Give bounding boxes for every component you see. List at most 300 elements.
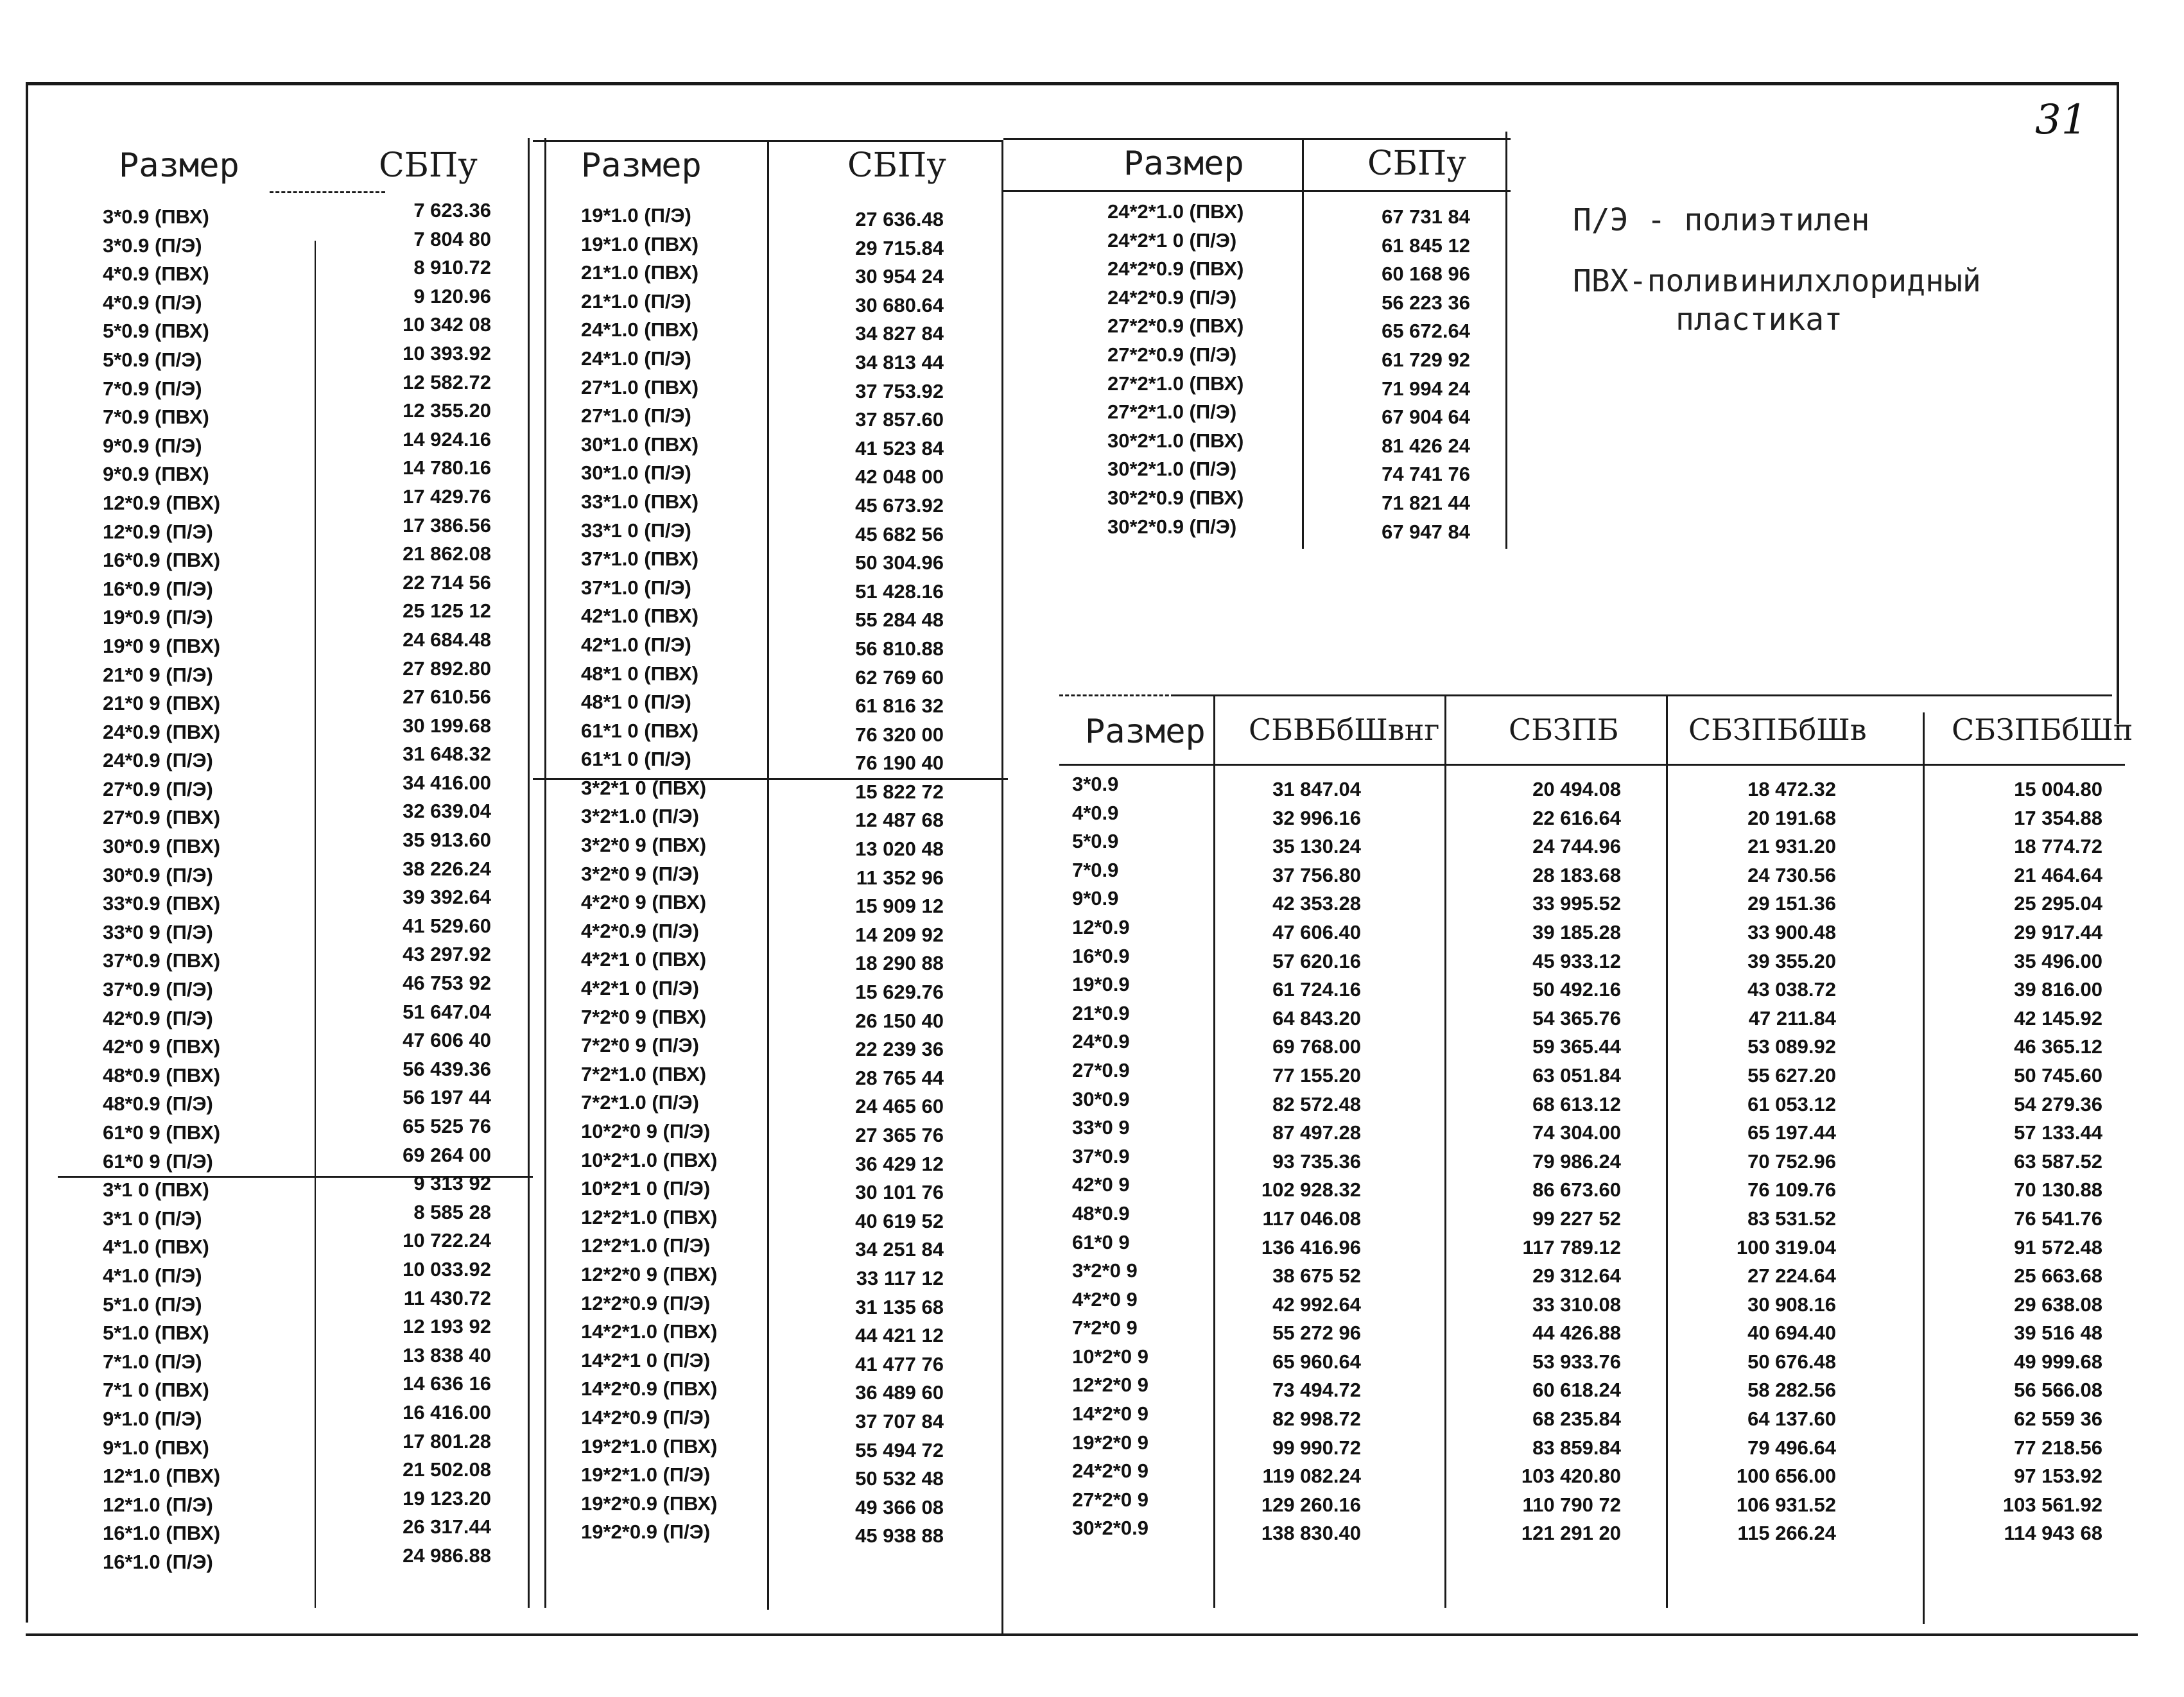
price-cell: 17 429.76: [403, 485, 491, 508]
size-cell: 21*0.9: [1072, 1001, 1130, 1024]
size-cell: 4*2*0 9 (ПВХ): [581, 891, 707, 914]
price-cell: 25 125 12: [403, 599, 491, 623]
t3-size-column: [1107, 198, 1300, 541]
price-cell: 49 999.68: [2014, 1350, 2102, 1373]
size-cell: 30*2*0.9: [1072, 1517, 1148, 1540]
price-cell: 11 352 96: [856, 866, 944, 889]
size-cell: 10*2*0 9: [1072, 1345, 1148, 1368]
price-cell: 55 272 96: [1272, 1322, 1361, 1345]
size-cell: 4*2*0 9: [1072, 1288, 1138, 1311]
size-cell: 33*1.0 (ПВХ): [581, 490, 699, 513]
price-cell: 69 264 00: [403, 1143, 491, 1166]
price-cell: 45 682 56: [855, 522, 944, 546]
price-cell: 37 707 84: [855, 1409, 944, 1433]
price-cell: 13 020 48: [855, 838, 944, 861]
size-cell: 61*0 9 (П/Э): [103, 1150, 213, 1173]
price-cell: 102 928.32: [1261, 1178, 1361, 1202]
price-cell: 55 494 72: [855, 1438, 944, 1461]
price-cell: 83 531.52: [1747, 1207, 1836, 1230]
price-cell: 39 816.00: [2014, 978, 2102, 1001]
t4-top-rule-left: [1059, 694, 1175, 696]
size-cell: 9*0.9: [1072, 887, 1119, 910]
size-cell: 42*0.9 (П/Э): [103, 1006, 213, 1029]
price-cell: 30 101 76: [855, 1181, 944, 1204]
size-cell: 30*2*1.0 (П/Э): [1107, 458, 1237, 481]
size-cell: 24*0.9: [1072, 1030, 1130, 1053]
price-cell: 43 038.72: [1747, 978, 1836, 1001]
size-cell: 9*1.0 (ПВХ): [103, 1436, 209, 1459]
price-cell: 37 857.60: [855, 408, 944, 431]
size-cell: 12*2*1.0 (ПВХ): [581, 1205, 718, 1228]
price-cell: 17 354.88: [2014, 806, 2102, 829]
price-cell: 138 830.40: [1261, 1522, 1361, 1545]
t4-sbzpbbshp-header: СБЗПБбШп: [1952, 712, 2133, 747]
size-cell: 3*2*0 9: [1072, 1259, 1138, 1282]
price-cell: 76 320 00: [855, 723, 944, 746]
price-cell: 9 120.96: [413, 284, 491, 307]
price-cell: 65 960.64: [1272, 1350, 1361, 1373]
size-cell: 48*0.9: [1072, 1202, 1130, 1225]
price-cell: 47 606 40: [403, 1029, 491, 1052]
price-cell: 24 730.56: [1747, 863, 1836, 886]
size-cell: 10*2*1 0 (П/Э): [581, 1177, 711, 1200]
t3-divider-middle: [1302, 138, 1304, 549]
price-cell: 86 673.60: [1532, 1178, 1621, 1202]
price-cell: 71 994 24: [1382, 377, 1470, 400]
price-cell: 50 492.16: [1532, 978, 1621, 1001]
size-cell: 42*0 9: [1072, 1173, 1130, 1196]
price-cell: 68 613.12: [1532, 1092, 1621, 1116]
size-cell: 27*1.0 (ПВХ): [581, 375, 699, 399]
price-cell: 61 729 92: [1382, 348, 1470, 371]
frame-bottom-border: [26, 1633, 2138, 1636]
price-cell: 14 636 16: [403, 1372, 491, 1395]
size-cell: 19*2*1.0 (П/Э): [581, 1463, 711, 1486]
size-cell: 9*0.9 (П/Э): [103, 434, 202, 457]
price-cell: 29 715.84: [855, 236, 944, 259]
price-cell: 87 497.28: [1272, 1121, 1361, 1144]
t1-size-header: Размер: [119, 146, 239, 185]
t4-divider-2: [1444, 696, 1446, 1608]
size-cell: 14*2*0 9: [1072, 1402, 1148, 1426]
price-cell: 25 663.68: [2014, 1264, 2102, 1288]
size-cell: 30*0.9 (ПВХ): [103, 835, 221, 858]
price-cell: 56 439.36: [403, 1057, 491, 1080]
size-cell: 19*1.0 (ПВХ): [581, 232, 699, 255]
price-cell: 77 155.20: [1272, 1064, 1361, 1087]
size-cell: 42*1.0 (П/Э): [581, 633, 691, 656]
price-cell: 50 304.96: [855, 551, 944, 574]
price-cell: 34 813 44: [855, 350, 944, 374]
price-cell: 70 130.88: [2014, 1178, 2102, 1202]
price-cell: 99 227 52: [1532, 1207, 1621, 1230]
size-cell: 27*1.0 (П/Э): [581, 404, 691, 427]
size-cell: 24*1.0 (ПВХ): [581, 318, 699, 341]
size-cell: 24*0.9 (П/Э): [103, 749, 213, 772]
price-cell: 30 199.68: [403, 714, 491, 737]
price-cell: 76 541.76: [2014, 1207, 2102, 1230]
price-cell: 29 917.44: [2014, 920, 2102, 943]
price-cell: 110 790 72: [1522, 1493, 1621, 1516]
size-cell: 3*1 0 (ПВХ): [103, 1178, 209, 1202]
price-cell: 55 627.20: [1747, 1064, 1836, 1087]
price-cell: 73 494.72: [1272, 1379, 1361, 1402]
t2-divider-left: [544, 138, 546, 1608]
size-cell: 61*1 0 (ПВХ): [581, 719, 699, 742]
size-cell: 21*1.0 (П/Э): [581, 289, 691, 313]
size-cell: 37*0.9 (ПВХ): [103, 949, 221, 972]
price-cell: 65 197.44: [1747, 1121, 1836, 1144]
legend-pe: П/Э - полиэтилен: [1573, 202, 1870, 238]
price-cell: 34 827 84: [855, 322, 944, 345]
t4-sbzpb-header: СБЗПБ: [1509, 712, 1619, 747]
size-cell: 12*2*0 9 (ПВХ): [581, 1262, 718, 1286]
price-cell: 15 909 12: [855, 895, 944, 918]
size-cell: 12*2*1.0 (П/Э): [581, 1234, 711, 1257]
size-cell: 5*0.9 (П/Э): [103, 348, 202, 371]
price-cell: 24 744.96: [1532, 835, 1621, 858]
size-cell: 19*2*0.9 (ПВХ): [581, 1492, 718, 1515]
size-cell: 3*0.9 (П/Э): [103, 234, 202, 257]
price-cell: 67 904 64: [1382, 406, 1470, 429]
t4-sbzpbbshv-header: СБЗПБбШв: [1688, 712, 1867, 747]
price-cell: 42 145.92: [2014, 1006, 2102, 1029]
size-cell: 19*1.0 (П/Э): [581, 204, 691, 227]
price-cell: 46 365.12: [2014, 1035, 2102, 1058]
price-cell: 56 223 36: [1382, 291, 1470, 314]
frame-right-border: [2117, 82, 2119, 724]
price-cell: 58 282.56: [1747, 1379, 1836, 1402]
t4-size-header: Размер: [1085, 712, 1206, 751]
price-cell: 9 313 92: [413, 1172, 491, 1195]
price-cell: 114 943 68: [2004, 1522, 2102, 1545]
t2-sbpu-column: [828, 205, 944, 1551]
price-cell: 67 947 84: [1382, 520, 1470, 543]
size-cell: 16*0.9 (ПВХ): [103, 549, 221, 572]
size-cell: 4*0.9 (П/Э): [103, 291, 202, 314]
price-cell: 37 756.80: [1272, 863, 1361, 886]
price-cell: 29 151.36: [1747, 892, 1836, 915]
t3-top-rule: [1003, 138, 1511, 140]
size-cell: 30*1.0 (П/Э): [581, 461, 691, 485]
price-cell: 117 046.08: [1262, 1207, 1361, 1230]
price-cell: 18 774.72: [2014, 835, 2102, 858]
t1-sbpu-column: [360, 196, 491, 1571]
price-cell: 13 838 40: [403, 1343, 491, 1366]
size-cell: 33*0 9 (П/Э): [103, 920, 213, 943]
price-cell: 34 416.00: [403, 771, 491, 794]
size-cell: 12*0.9: [1072, 915, 1130, 938]
t4-sbzpb-column: [1493, 775, 1621, 1548]
price-cell: 39 185.28: [1532, 920, 1621, 943]
t3-header-rule: [1003, 190, 1511, 192]
size-cell: 37*1.0 (П/Э): [581, 576, 691, 599]
price-cell: 42 992.64: [1272, 1293, 1361, 1316]
size-cell: 3*0.9 (ПВХ): [103, 205, 209, 228]
t1-divider-inner: [315, 241, 316, 1608]
price-cell: 57 620.16: [1272, 949, 1361, 972]
size-cell: 14*2*1.0 (ПВХ): [581, 1320, 718, 1343]
price-cell: 27 610.56: [403, 685, 491, 709]
size-cell: 19*0.9 (П/Э): [103, 606, 213, 629]
size-cell: 16*0.9 (П/Э): [103, 577, 213, 600]
price-cell: 15 822 72: [855, 780, 944, 803]
price-cell: 30 908.16: [1747, 1293, 1836, 1316]
price-cell: 70 752.96: [1747, 1150, 1836, 1173]
price-cell: 83 859.84: [1532, 1436, 1621, 1459]
size-cell: 21*0 9 (П/Э): [103, 663, 213, 686]
price-cell: 37 753.92: [855, 379, 944, 402]
price-cell: 45 933.12: [1532, 949, 1621, 972]
size-cell: 9*0.9 (ПВХ): [103, 463, 209, 486]
price-cell: 82 572.48: [1272, 1092, 1361, 1116]
size-cell: 14*2*0.9 (ПВХ): [581, 1377, 718, 1400]
price-cell: 44 421 12: [855, 1324, 944, 1347]
price-cell: 38 675 52: [1272, 1264, 1361, 1288]
price-cell: 21 862.08: [403, 542, 491, 565]
price-cell: 33 995.52: [1532, 892, 1621, 915]
price-cell: 32 639.04: [403, 800, 491, 823]
size-cell: 30*2*0.9 (П/Э): [1107, 515, 1237, 538]
price-cell: 41 529.60: [403, 914, 491, 937]
t4-sbvbbshvng-column: [1245, 775, 1361, 1548]
t3-sbpu-header: СБПу: [1367, 144, 1466, 183]
price-cell: 18 472.32: [1747, 778, 1836, 800]
size-cell: 61*0 9: [1072, 1230, 1130, 1253]
price-cell: 79 986.24: [1532, 1150, 1621, 1173]
size-cell: 4*1.0 (П/Э): [103, 1264, 202, 1287]
size-cell: 5*1.0 (П/Э): [103, 1293, 202, 1316]
size-cell: 19*0.9: [1072, 973, 1130, 996]
size-cell: 4*2*0.9 (П/Э): [581, 919, 699, 942]
price-cell: 129 260.16: [1261, 1493, 1361, 1516]
price-cell: 56 810.88: [855, 637, 944, 660]
price-cell: 71 821 44: [1382, 491, 1470, 514]
t3-divider-right: [1505, 132, 1507, 549]
t4-sbzpbbshv-column: [1708, 775, 1836, 1548]
size-cell: 16*1.0 (П/Э): [103, 1550, 213, 1573]
price-cell: 29 312.64: [1532, 1264, 1621, 1288]
size-cell: 4*2*1 0 (ПВХ): [581, 948, 707, 971]
size-cell: 19*2*1.0 (ПВХ): [581, 1434, 718, 1458]
t4-divider-1: [1213, 696, 1215, 1608]
price-cell: 31 648.32: [403, 743, 491, 766]
price-cell: 30 954 24: [855, 265, 944, 288]
price-cell: 22 616.64: [1532, 806, 1621, 829]
price-cell: 106 931.52: [1736, 1493, 1836, 1516]
price-cell: 44 426.88: [1532, 1322, 1621, 1345]
price-cell: 93 735.36: [1272, 1150, 1361, 1173]
price-cell: 35 496.00: [2014, 949, 2102, 972]
price-cell: 136 416.96: [1261, 1236, 1361, 1259]
price-cell: 10 393.92: [403, 341, 491, 365]
price-cell: 43 297.92: [403, 943, 491, 966]
price-cell: 22 714 56: [403, 571, 491, 594]
size-cell: 7*2*1.0 (ПВХ): [581, 1062, 707, 1085]
size-cell: 27*2*0 9: [1072, 1488, 1148, 1511]
size-cell: 7*2*1.0 (П/Э): [581, 1091, 699, 1114]
price-cell: 40 694.40: [1747, 1322, 1836, 1345]
price-cell: 100 319.04: [1736, 1236, 1836, 1259]
price-cell: 54 365.76: [1532, 1006, 1621, 1029]
size-cell: 37*0.9 (П/Э): [103, 978, 213, 1001]
size-cell: 42*0 9 (ПВХ): [103, 1035, 221, 1058]
size-cell: 4*1.0 (ПВХ): [103, 1236, 209, 1259]
size-cell: 30*2*1.0 (ПВХ): [1107, 429, 1244, 452]
price-cell: 27 636.48: [855, 208, 944, 230]
price-cell: 38 226.24: [403, 857, 491, 880]
price-cell: 59 365.44: [1532, 1035, 1621, 1058]
price-cell: 25 295.04: [2014, 892, 2102, 915]
price-cell: 21 464.64: [2014, 863, 2102, 886]
size-cell: 7*0.9: [1072, 858, 1119, 881]
price-cell: 115 266.24: [1737, 1522, 1836, 1545]
price-cell: 34 251 84: [855, 1238, 944, 1261]
price-cell: 51 647.04: [403, 1000, 491, 1023]
price-cell: 33 310.08: [1532, 1293, 1621, 1316]
price-cell: 31 135 68: [855, 1295, 944, 1318]
price-cell: 50 532 48: [855, 1467, 944, 1490]
size-cell: 24*2*0.9 (ПВХ): [1107, 257, 1244, 280]
price-cell: 69 768.00: [1272, 1035, 1361, 1058]
size-cell: 7*0.9 (П/Э): [103, 377, 202, 400]
price-cell: 76 109.76: [1747, 1178, 1836, 1202]
size-cell: 33*1 0 (П/Э): [581, 519, 691, 542]
size-cell: 42*1.0 (ПВХ): [581, 605, 699, 628]
price-cell: 97 153.92: [2014, 1465, 2102, 1488]
size-cell: 7*0.9 (ПВХ): [103, 406, 209, 429]
price-cell: 62 769 60: [855, 666, 944, 689]
price-cell: 99 990.72: [1272, 1436, 1361, 1459]
price-cell: 42 048 00: [855, 465, 944, 488]
price-cell: 35 130.24: [1272, 835, 1361, 858]
price-cell: 21 502.08: [403, 1458, 491, 1481]
price-cell: 28 183.68: [1532, 863, 1621, 886]
size-cell: 5*1.0 (ПВХ): [103, 1322, 209, 1345]
legend-pvc: ПВХ-поливинилхлоридный: [1573, 263, 1981, 299]
size-cell: 24*2*0 9: [1072, 1460, 1148, 1483]
price-cell: 79 496.64: [1747, 1436, 1836, 1459]
price-cell: 40 619 52: [855, 1209, 944, 1232]
size-cell: 12*1.0 (ПВХ): [103, 1465, 221, 1488]
size-cell: 12*2*0.9 (П/Э): [581, 1291, 711, 1314]
price-cell: 24 684.48: [403, 628, 491, 651]
price-cell: 32 996.16: [1272, 806, 1361, 829]
price-cell: 55 284 48: [855, 608, 944, 632]
size-cell: 12*0.9 (П/Э): [103, 520, 213, 543]
price-cell: 31 847.04: [1272, 778, 1361, 800]
price-cell: 42 353.28: [1272, 892, 1361, 915]
price-cell: 8 910.72: [413, 256, 491, 279]
price-cell: 74 304.00: [1532, 1121, 1621, 1144]
legend-plastikat: пластикат: [1676, 302, 1843, 338]
price-cell: 16 416.00: [403, 1400, 491, 1424]
price-cell: 8 585 28: [413, 1200, 491, 1223]
price-cell: 7 804 80: [413, 227, 491, 250]
price-cell: 12 355.20: [403, 399, 491, 422]
size-cell: 4*2*1 0 (П/Э): [581, 977, 699, 1000]
t1-divider-right: [528, 138, 530, 1608]
t2-sbpu-header: СБПу: [847, 146, 946, 185]
size-cell: 61*1 0 (П/Э): [581, 748, 691, 771]
size-cell: 27*2*0.9 (ПВХ): [1107, 314, 1244, 338]
price-cell: 26 317.44: [403, 1515, 491, 1538]
size-cell: 3*2*1 0 (ПВХ): [581, 776, 707, 799]
size-cell: 24*0.9 (ПВХ): [103, 720, 221, 743]
size-cell: 48*0.9 (П/Э): [103, 1092, 213, 1116]
price-cell: 51 428.16: [855, 580, 944, 603]
size-cell: 7*1 0 (ПВХ): [103, 1379, 209, 1402]
price-cell: 33 117 12: [856, 1266, 944, 1289]
size-cell: 7*2*0 9 (ПВХ): [581, 1005, 707, 1028]
t2-divider-right: [1001, 140, 1003, 1635]
price-cell: 82 998.72: [1272, 1408, 1361, 1431]
price-cell: 100 656.00: [1736, 1465, 1836, 1488]
price-cell: 81 426 24: [1382, 434, 1470, 457]
price-cell: 77 218.56: [2014, 1436, 2102, 1459]
price-cell: 15 004.80: [2014, 778, 2102, 800]
size-cell: 33*0 9: [1072, 1116, 1130, 1139]
price-cell: 21 931.20: [1747, 835, 1836, 858]
size-cell: 16*1.0 (ПВХ): [103, 1522, 221, 1545]
price-cell: 45 673.92: [855, 494, 944, 517]
size-cell: 48*1 0 (ПВХ): [581, 662, 699, 685]
size-cell: 27*0.9 (П/Э): [103, 777, 213, 800]
price-cell: 20 494.08: [1532, 778, 1621, 800]
size-cell: 14*2*0.9 (П/Э): [581, 1406, 711, 1429]
size-cell: 4*0.9 (ПВХ): [103, 263, 209, 286]
t4-divider-3: [1666, 696, 1668, 1608]
price-cell: 61 053.12: [1747, 1092, 1836, 1116]
price-cell: 17 801.28: [403, 1429, 491, 1452]
price-cell: 17 386.56: [403, 513, 491, 537]
price-cell: 61 724.16: [1272, 978, 1361, 1001]
size-cell: 24*1.0 (П/Э): [581, 347, 691, 370]
size-cell: 48*1 0 (П/Э): [581, 691, 691, 714]
t4-divider-4: [1923, 712, 1925, 1624]
price-cell: 56 197 44: [403, 1086, 491, 1109]
price-cell: 67 731 84: [1382, 205, 1470, 228]
size-cell: 21*0 9 (ПВХ): [103, 692, 221, 715]
price-cell: 53 089.92: [1747, 1035, 1836, 1058]
size-cell: 3*2*0 9 (П/Э): [581, 862, 699, 885]
price-cell: 50 745.60: [2014, 1064, 2102, 1087]
price-cell: 119 082.24: [1262, 1465, 1361, 1488]
price-cell: 20 191.68: [1747, 806, 1836, 829]
price-cell: 61 816 32: [855, 694, 944, 718]
price-cell: 64 137.60: [1747, 1408, 1836, 1431]
size-cell: 48*0.9 (ПВХ): [103, 1064, 221, 1087]
t4-top-rule: [1175, 694, 2112, 696]
price-cell: 18 290 88: [855, 952, 944, 975]
price-cell: 50 676.48: [1747, 1350, 1836, 1373]
price-cell: 91 572.48: [2014, 1236, 2102, 1259]
price-cell: 62 559 36: [2014, 1408, 2102, 1431]
size-cell: 21*1.0 (ПВХ): [581, 261, 699, 284]
price-cell: 11 430.72: [403, 1286, 491, 1309]
price-cell: 27 365 76: [855, 1124, 944, 1146]
size-cell: 3*1 0 (П/Э): [103, 1207, 202, 1230]
price-cell: 57 133.44: [2014, 1121, 2102, 1144]
price-cell: 39 355.20: [1747, 949, 1836, 972]
t4-size-column: [1072, 770, 1207, 1543]
price-cell: 60 168 96: [1382, 263, 1470, 286]
price-cell: 22 239 36: [855, 1038, 944, 1061]
price-cell: 36 489 60: [855, 1381, 944, 1404]
price-cell: 14 209 92: [855, 923, 944, 946]
price-cell: 45 938 88: [855, 1524, 944, 1547]
t1-size-column: [103, 203, 308, 1577]
